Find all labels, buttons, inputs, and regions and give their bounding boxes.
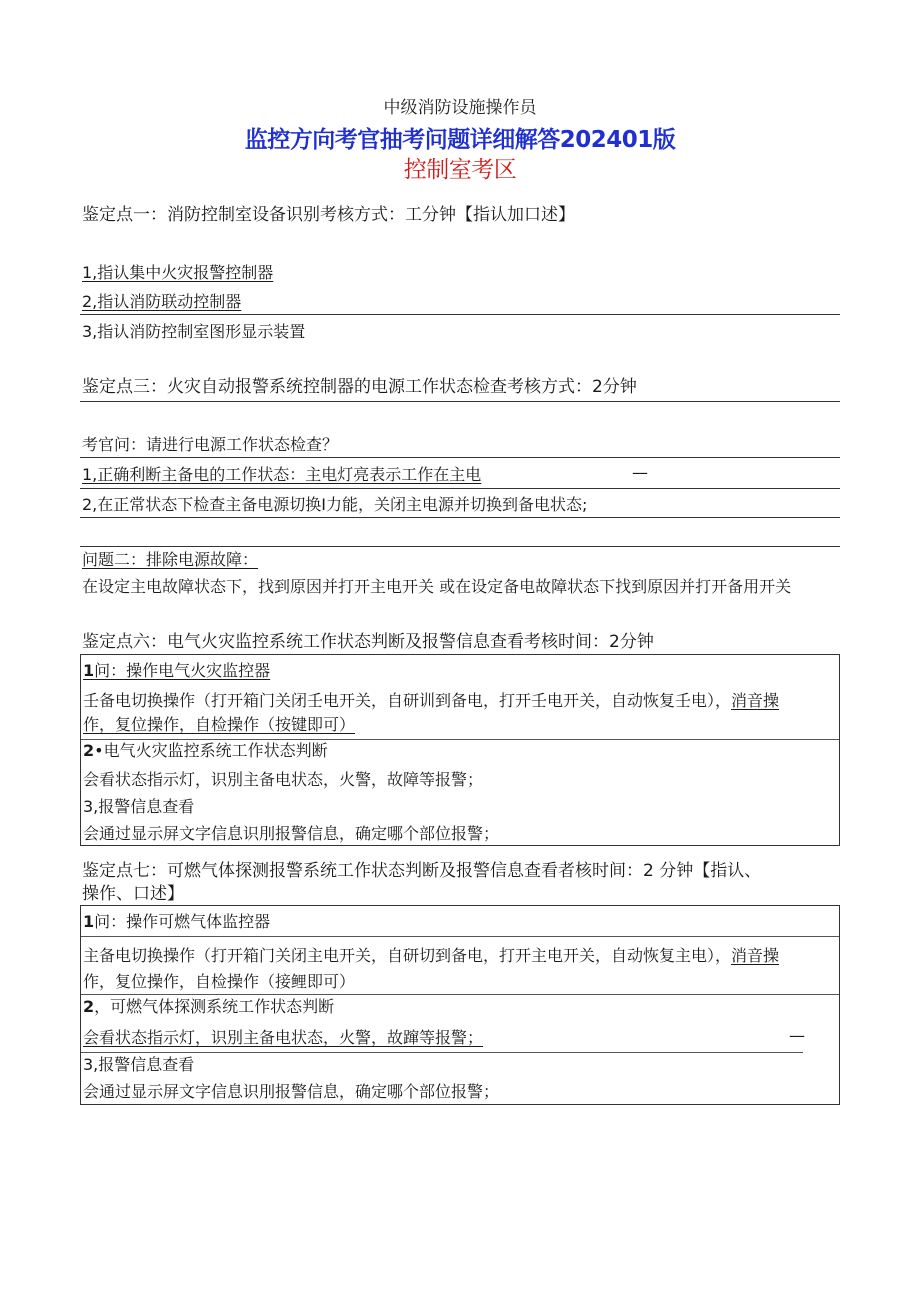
point7-q3: 3,报警信息查看 bbox=[83, 1055, 195, 1074]
doc-title: 监控方向考官抽考问题详细解答202401版 bbox=[244, 127, 676, 153]
point7-op-line1: 主备电切换操作（打开箱门关闭主电开关，自研切到备电，打开主电开关，自动恢复主电），消音操 bbox=[83, 946, 780, 965]
point1-item1: 1,指认集中火灾报警控制器 bbox=[82, 263, 274, 282]
divider bbox=[80, 457, 840, 458]
point7-q2: 2，可燃气体探测系统工作状态判断 bbox=[83, 997, 335, 1016]
point6-q3: 3,报警信息查看 bbox=[83, 797, 195, 816]
divider bbox=[81, 739, 839, 740]
doc-area-title: 控制室考区 bbox=[403, 157, 517, 183]
point1-item3: 3,指认消防控制室图形显示装置 bbox=[82, 322, 306, 341]
point1-item2: 2,指认消防联动控制器 bbox=[82, 292, 242, 311]
point7-q2-dash: — bbox=[789, 1026, 805, 1045]
point3-item1: 1,正确利断主备电的工作状态：主电灯亮表示工作在主电 bbox=[82, 465, 482, 484]
point6-op-line1: 壬备电切换操作（打开箱门关闭壬电开关，自研训到备电，打开壬电开关，自动恢复壬电），消音操 bbox=[83, 691, 780, 710]
point7-title-line1: 鉴定点七：可燃气体探测报警系统工作状态判断及报警信息查看者核时间：2 分钟【指认、 bbox=[82, 861, 762, 881]
point7-q3-answer: 会通过显示屏文字信息识刖报警信息，确定哪个部位报警； bbox=[83, 1082, 500, 1101]
point6-op-line2: 作，复位操作，自检操作（按键即可） bbox=[83, 715, 356, 734]
point3-item2: 2,在正常状态下检查主备电源切换I力能，关闭主电源并切换到备电状态; bbox=[82, 495, 588, 514]
point3-question: 考官问：请进行电源工作状态检查？ bbox=[82, 435, 339, 454]
divider bbox=[80, 546, 840, 547]
point7-q1: 1问：操作可燃气体监控器 bbox=[83, 912, 271, 931]
point6-q2: 2•电气火灾监控系统工作状态判断 bbox=[83, 741, 328, 760]
divider bbox=[81, 994, 839, 995]
point3-q2-text: 在设定主电故障状态下，找到原因并打开主电开关 或在设定备电故障状态下找到原因并打开备用开关 bbox=[82, 577, 792, 596]
point3-title: 鉴定点三：火灾自动报警系统控制器的电源工作状态检查考核方式：2分钟 bbox=[82, 377, 637, 397]
point3-item1-dash: — bbox=[632, 463, 648, 482]
point7-q2-answer: 会看状态指示灯，识別主备电状态，火警，故蹿等报警； bbox=[83, 1028, 484, 1047]
divider bbox=[81, 1052, 803, 1053]
point7-box bbox=[80, 905, 840, 1105]
doc-subtitle: 中级消防设施操作员 bbox=[383, 98, 537, 118]
divider bbox=[81, 936, 839, 937]
divider bbox=[80, 517, 840, 518]
point6-q2-answer: 会看状态指示灯，识別主备电状态，火警，故障等报警； bbox=[83, 770, 484, 789]
divider bbox=[80, 401, 840, 402]
point6-q3-answer: 会通过显示屏文字信息识刖报警信息，确定哪个部位报警； bbox=[83, 824, 500, 843]
divider bbox=[80, 488, 840, 489]
divider bbox=[80, 314, 840, 315]
point6-title: 鉴定点六：电气火灾监控系统工作状态判断及报警信息查看考核时间：2分钟 bbox=[82, 632, 654, 652]
point3-q2-title: 问题二：排除电源故障： bbox=[82, 550, 259, 569]
point1-title: 鉴定点一：消防控制室设备识别考核方式：工分钟【指认加口述】 bbox=[82, 205, 575, 225]
point6-q1: 1问：操作电气火灾监控器 bbox=[83, 661, 271, 680]
point6-box bbox=[80, 654, 840, 846]
point7-title-line2: 操作、口述】 bbox=[82, 884, 184, 904]
point7-op-line2: 作，复位操作，自检操作（接鲤即可） bbox=[83, 972, 356, 991]
